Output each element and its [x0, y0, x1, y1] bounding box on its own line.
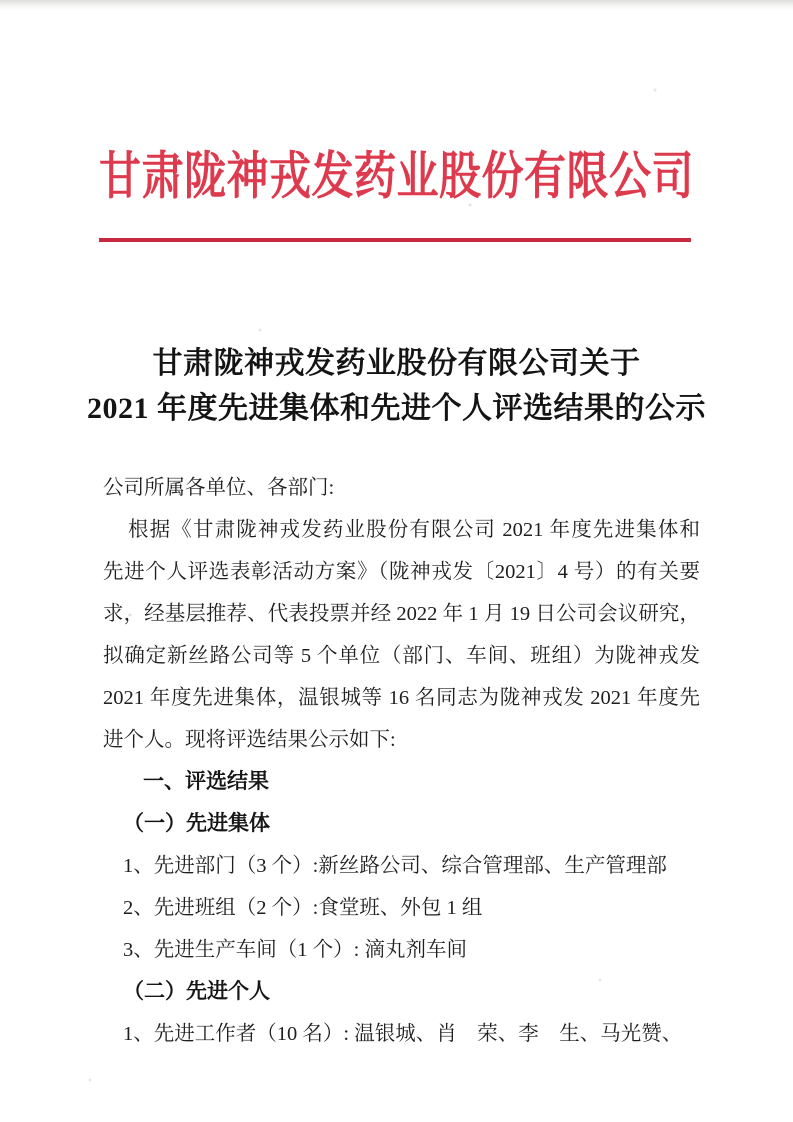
paragraph-line-4: 拟确定新丝路公司等 5 个单位（部门、车间、班组）为陇神戎发: [103, 645, 700, 667]
document-title-line2: 2021 年度先进集体和先进个人评选结果的公示: [87, 392, 706, 425]
salutation: 公司所属各单位、各部门:: [103, 477, 335, 499]
paragraph-line-2: 先进个人评选表彰活动方案》（陇神戎发〔2021〕4 号）的有关要: [103, 561, 700, 583]
subsection-heading-collectives: （一）先进集体: [123, 812, 270, 835]
subsection-heading-individuals: （二）先进个人: [123, 980, 270, 1003]
paragraph-line-1: 根据《甘肃陇神戎发药业股份有限公司 2021 年度先进集体和: [128, 519, 700, 541]
paragraph-line-3: 求，经基层推荐、代表投票并经 2022 年 1 月 19 日公司会议研究，: [103, 603, 700, 625]
list-item-advanced-workers: 1、先进工作者（10 名）: 温银城、肖 荣、李 生、马光赞、: [123, 1023, 683, 1045]
document-body: [103, 467, 700, 1055]
paragraph-line-5: 2021 年度先进集体，温银城等 16 名同志为陇神戎发 2021 年度先: [103, 687, 700, 709]
document-title-line1: 甘肃陇神戎发药业股份有限公司关于: [152, 347, 641, 380]
company-letterhead: 甘肃陇神戎发药业股份有限公司: [98, 149, 694, 206]
scan-edge-artifact: [0, 0, 793, 10]
list-item-advanced-teams: 2、先进班组（2 个）:食堂班、外包 1 组: [123, 897, 483, 919]
list-item-advanced-workshop: 3、先进生产车间（1 个）: 滴丸剂车间: [123, 939, 467, 961]
section-heading-results: 一、评选结果: [143, 770, 269, 793]
letterhead-divider-rule: [99, 238, 691, 242]
paragraph-line-6: 进个人。现将评选结果公示如下:: [103, 729, 396, 751]
list-item-advanced-departments: 1、先进部门（3 个）:新丝路公司、综合管理部、生产管理部: [123, 855, 667, 877]
document-title: [0, 341, 793, 431]
